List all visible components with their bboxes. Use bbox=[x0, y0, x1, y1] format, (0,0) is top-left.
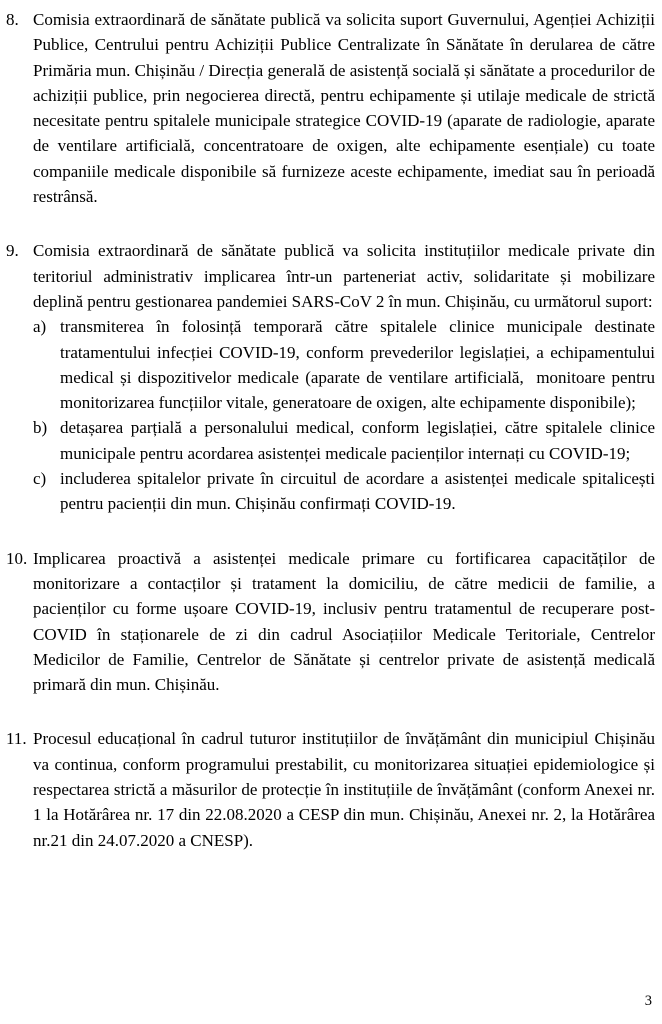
paragraph-9-text: Comisia extraordinară de sănătate publică va solicita instituțiilor medicale private din teritoriul administrativ implicarea într-un parteneriat activ, solidaritate și mobilizare deplină pentru gestionarea pandemiei SARS-CoV 2 în mun. Chișinău, cu următorul suport: bbox=[33, 241, 655, 311]
item-number-10: 10. bbox=[6, 548, 28, 568]
item-number-9: 9. bbox=[6, 241, 19, 261]
sub-item-a-marker: a) bbox=[33, 317, 47, 337]
sub-item-c bbox=[33, 466, 655, 517]
page-number: 3 bbox=[644, 993, 652, 1009]
sub-item-b bbox=[33, 415, 655, 466]
document-body bbox=[6, 7, 655, 853]
sub-item-a-text: transmiterea în folosință temporară către spitalele clinice municipale destinate tratamentului infecției COVID-19, conform prevederilor legislației, a echipamentului medical și dispozitivelor medicale (aparate de ventilare artificială, monitoare pentru monitorizarea funcțiilor vitale, generatoare de oxigen, alte echipamente disponibile); bbox=[60, 317, 655, 413]
sub-item-b-text: detașarea parțială a personalului medical, conform legislației, către spitalele clinice municipale pentru acordarea asistenței medicale pacienților internați cu COVID-19; bbox=[60, 418, 655, 463]
list-item-9 bbox=[6, 238, 655, 516]
paragraph-10-text: Implicarea proactivă a asistenței medicale primare cu fortificarea capacităților de monitorizare a contacților și tratament la domiciliu, de către medicii de familie, a pacienților cu forme ușoare COVID-19, inclusiv pentru tratamentul de recuperare post-COVID în staționarele de zi din cadrul Asociațiilor Medicale Teritoriale, Centrelor Medicilor de Familie, Centrelor de Sănătate și centrelor private de asistență medicală primară din mun. Chișinău. bbox=[33, 548, 655, 695]
sub-item-b-marker: b) bbox=[33, 418, 48, 438]
item-number-8: 8. bbox=[6, 10, 19, 29]
paragraph-11-text: Procesul educațional în cadrul tuturor instituțiilor de învățământ din municipiul Chișinău va continua, conform programului prestabilit, cu monitorizarea situației epidemiologice și respectarea strictă a măsurilor de protecție în instituțiile de învățământ (conform Anexei nr. 1 la Hotărârea nr. 17 din 22.08.2020 a CESP din mun. Chișinău, Anexei nr. 2, la Hotărârea nr.21 din 24.07.2020 a CNESP). bbox=[33, 729, 655, 850]
sub-item-a bbox=[33, 314, 655, 415]
sub-item-c-marker: c) bbox=[33, 469, 47, 489]
item-number-11: 11. bbox=[6, 729, 27, 749]
list-item-10 bbox=[6, 546, 655, 698]
list-item-8 bbox=[6, 7, 655, 209]
paragraph-8-text: Comisia extraordinară de sănătate publică va solicita suport Guvernului, Agenției Achiziții Publice, Centrului pentru Achiziții Publice Centralizate în Sănătate în derularea de către Primăria mun. Chișinău / Direcția generală de asistență socială și sănătate a procedurilor de achiziții publice, prin negocierea directă, pentru echipamente și utilaje medicale de strictă necesitate pentru spitalele municipale strategice COVID-19 (aparate de radiologie, aparate de ventilare artificială, concentratoare de oxigen, alte echipamente esențiale) cu toate companiile medicale disponibile să furnizeze aceste echipamente, imediat sau în perioadă restrânsă. bbox=[33, 10, 655, 207]
list-item-11 bbox=[6, 726, 655, 852]
sub-item-c-text: includerea spitalelor private în circuitul de acordare a asistenței medicale spitalicești pentru pacienții din mun. Chișinău confirmați COVID-19. bbox=[60, 469, 655, 514]
